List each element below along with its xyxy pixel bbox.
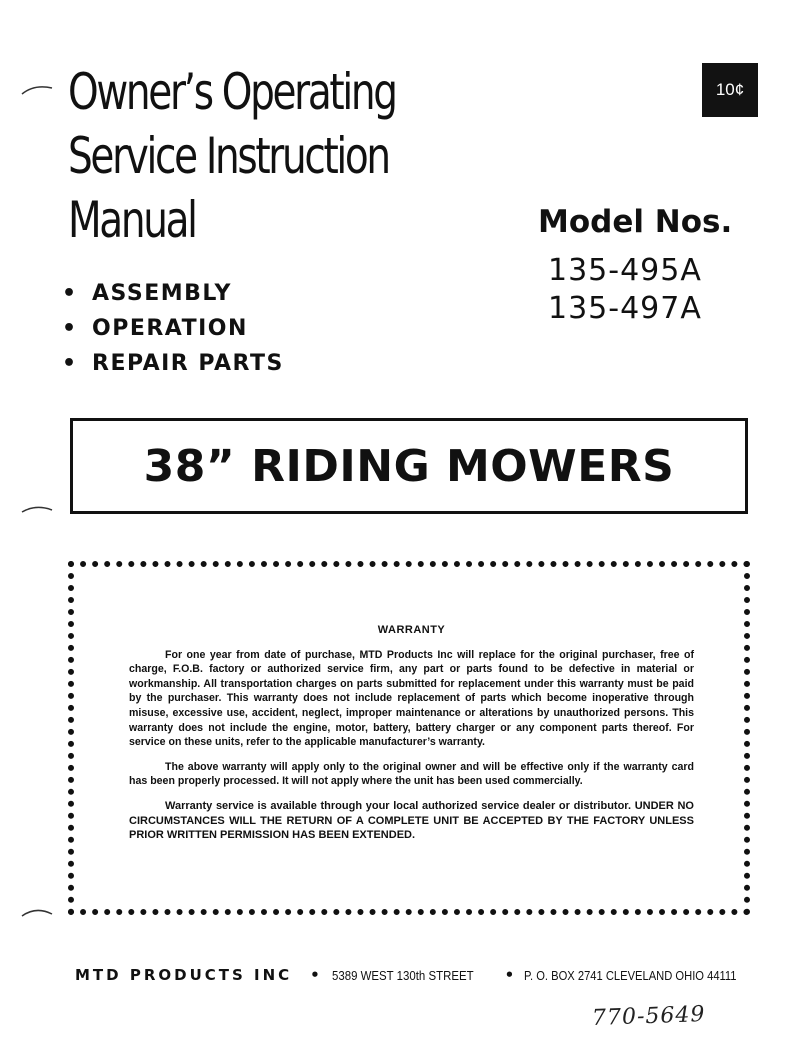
- warranty-text: [129, 623, 694, 853]
- handwritten-note: 770-5649: [591, 1002, 706, 1031]
- warranty-box: [68, 561, 750, 915]
- warranty-paragraph: The above warranty will apply only to the original owner and will be effective only if the warranty card has been properly processed. It will not apply where the unit has been used commercially.: [129, 760, 694, 788]
- street-address: 5389 WEST 130th STREET: [331, 967, 474, 983]
- title-line-3: Manual: [68, 191, 196, 249]
- model-heading: Model Nos.: [538, 204, 733, 240]
- scan-mark-icon: [20, 904, 54, 920]
- contents-item: [62, 346, 284, 381]
- model-number: 135-497A: [548, 291, 702, 326]
- scan-mark-icon: [20, 82, 54, 98]
- price-tag: 10¢: [702, 63, 758, 117]
- contents-item: [62, 311, 284, 346]
- model-number: 135-495A: [548, 253, 702, 288]
- scan-mark-icon: [20, 500, 54, 516]
- manual-title: [68, 60, 396, 252]
- contents-item: [62, 276, 284, 311]
- contents-item-label: REPAIR PARTS: [92, 351, 284, 376]
- warranty-paragraph: For one year from date of purchase, MTD Products Inc will replace for the original purchaser, free of charge, F.O.B. factory or authorized service firm, any part or parts found to be defective in material or workmanship. All transportation charges on parts submitted for replacement under this warranty must be paid by the purchaser. This warranty does not include replacement of parts which become inoperative through misuse, excessive use, accident, neglect, improper maintenance or alterations by unauthorized persons. This warranty does not include the engine, motor, battery, battery charger or any component parts thereof. For service on these units, refer to the applicable manufacturer’s warranty.: [129, 648, 694, 749]
- title-line-1: Owner’s Operating: [68, 63, 396, 121]
- bullet-icon: •: [62, 281, 78, 306]
- bullet-icon: •: [310, 966, 320, 984]
- po-box-address: P. O. BOX 2741 CLEVELAND OHIO 44111: [524, 967, 737, 983]
- title-line-2: Service Instruction: [68, 127, 389, 185]
- contents-list: [62, 276, 284, 381]
- product-headline-box: [70, 418, 748, 514]
- company-name: MTD PRODUCTS INC: [75, 966, 293, 984]
- bullet-icon: •: [62, 351, 78, 376]
- warranty-paragraph: Warranty service is available through your local authorized service dealer or distributor. UNDER NO CIRCUMSTANCES WILL THE RETURN OF A COMPLETE UNIT BE ACCEPTED BY THE FACTORY UNLESS PRIOR WRITTEN PERMISSION HAS BEEN EXTENDED.: [129, 799, 694, 842]
- bullet-icon: •: [62, 316, 78, 341]
- product-headline: 38” RIDING MOWERS: [143, 440, 675, 492]
- contents-item-label: OPERATION: [92, 316, 248, 341]
- bullet-icon: •: [504, 966, 515, 984]
- warranty-title: WARRANTY: [377, 624, 446, 636]
- footer: [75, 966, 771, 984]
- contents-item-label: ASSEMBLY: [92, 281, 232, 306]
- model-number-list: [548, 252, 702, 328]
